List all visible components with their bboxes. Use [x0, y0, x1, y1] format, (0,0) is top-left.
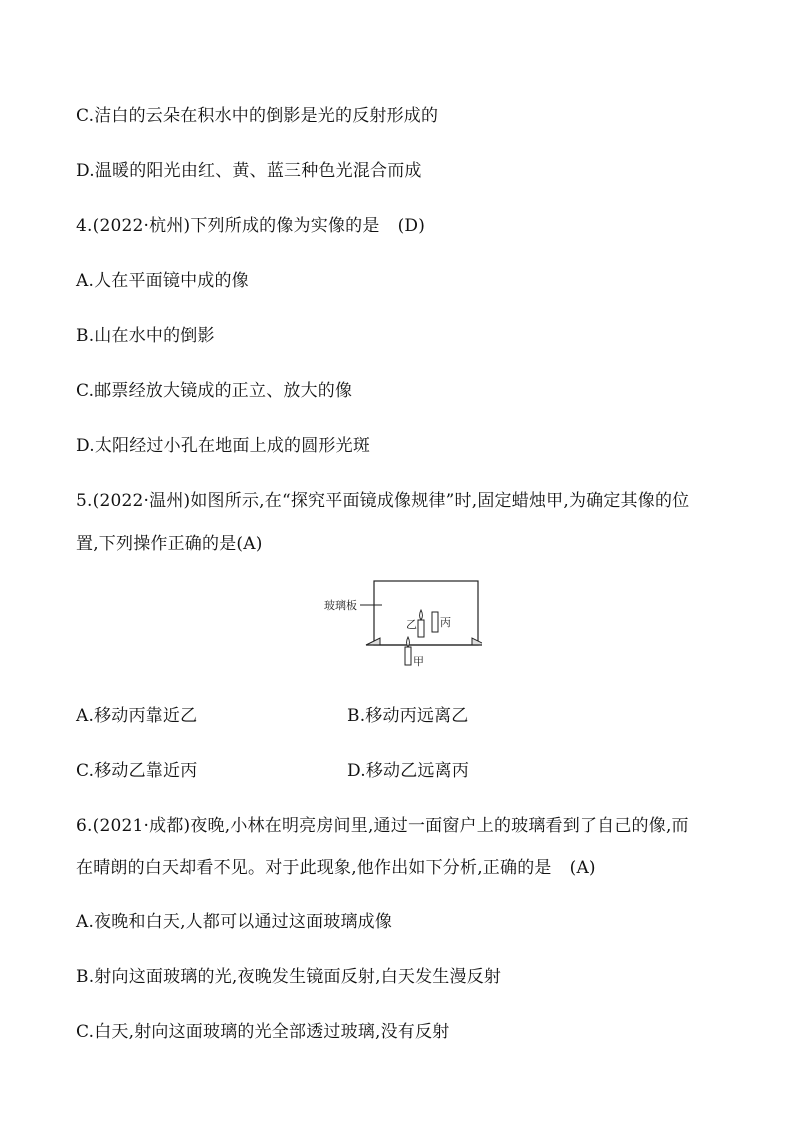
q3-option-c: C.洁白的云朵在积水中的倒影是光的反射形成的 [76, 106, 439, 126]
candle-yi-flame [420, 610, 423, 620]
q5-option-c: C.移动乙靠近丙 [76, 761, 198, 781]
label-bing: 丙 [440, 616, 451, 629]
label-glass-board: 玻璃板 [324, 599, 357, 612]
q5-stem-line1: 5.(2022·温州)如图所示,在“探究平面镜成像规律”时,固定蜡烛甲,为确定其像的位 [76, 491, 690, 511]
q6-stem-line1: 6.(2021·成都)夜晚,小林在明亮房间里,通过一面窗户上的玻璃看到了自己的像,而 [76, 816, 689, 836]
board-foot-right [472, 638, 482, 645]
label-yi: 乙 [406, 618, 417, 631]
q5-option-b: B.移动丙远离乙 [347, 706, 469, 726]
q6-answer: (A) [569, 858, 596, 878]
candle-jia [405, 647, 411, 665]
q5-options-row-1 [76, 705, 469, 727]
glass-board [374, 581, 478, 645]
q4-option-d: D.太阳经过小孔在地面上成的圆形光斑 [76, 436, 371, 456]
q6-stem-line2 [76, 857, 596, 879]
q5-stem-line2: 置,下列操作正确的是(A) [76, 534, 263, 554]
q5-options-row-2 [76, 760, 470, 782]
q4-option-c: C.邮票经放大镜成的正立、放大的像 [76, 381, 353, 401]
q4-option-a: A.人在平面镜中成的像 [76, 271, 249, 291]
q4-stem-text: 4.(2022·杭州)下列所成的像为实像的是 [76, 216, 380, 236]
board-foot-left [366, 638, 380, 645]
q4-answer: (D) [397, 216, 426, 236]
label-jia: 甲 [413, 655, 424, 668]
candle-bing [432, 612, 438, 632]
candle-yi [418, 620, 424, 637]
q6-option-a: A.夜晚和白天,人都可以通过这面玻璃成像 [76, 912, 393, 932]
q3-option-d: D.温暖的阳光由红、黄、蓝三种色光混合而成 [76, 161, 422, 181]
mirror-experiment-figure [322, 576, 482, 668]
q6-stem-line2-text: 在晴朗的白天却看不见。对于此现象,他作出如下分析,正确的是 [76, 858, 552, 878]
q4-stem [76, 215, 425, 237]
q6-option-b: B.射向这面玻璃的光,夜晚发生镜面反射,白天发生漫反射 [76, 967, 502, 987]
q6-option-c: C.白天,射向这面玻璃的光全部透过玻璃,没有反射 [76, 1022, 450, 1042]
candle-jia-flame [407, 637, 410, 647]
q5-option-a: A.移动丙靠近乙 [76, 706, 198, 726]
q4-option-b: B.山在水中的倒影 [76, 326, 215, 346]
q5-option-d: D.移动乙远离丙 [347, 761, 470, 781]
